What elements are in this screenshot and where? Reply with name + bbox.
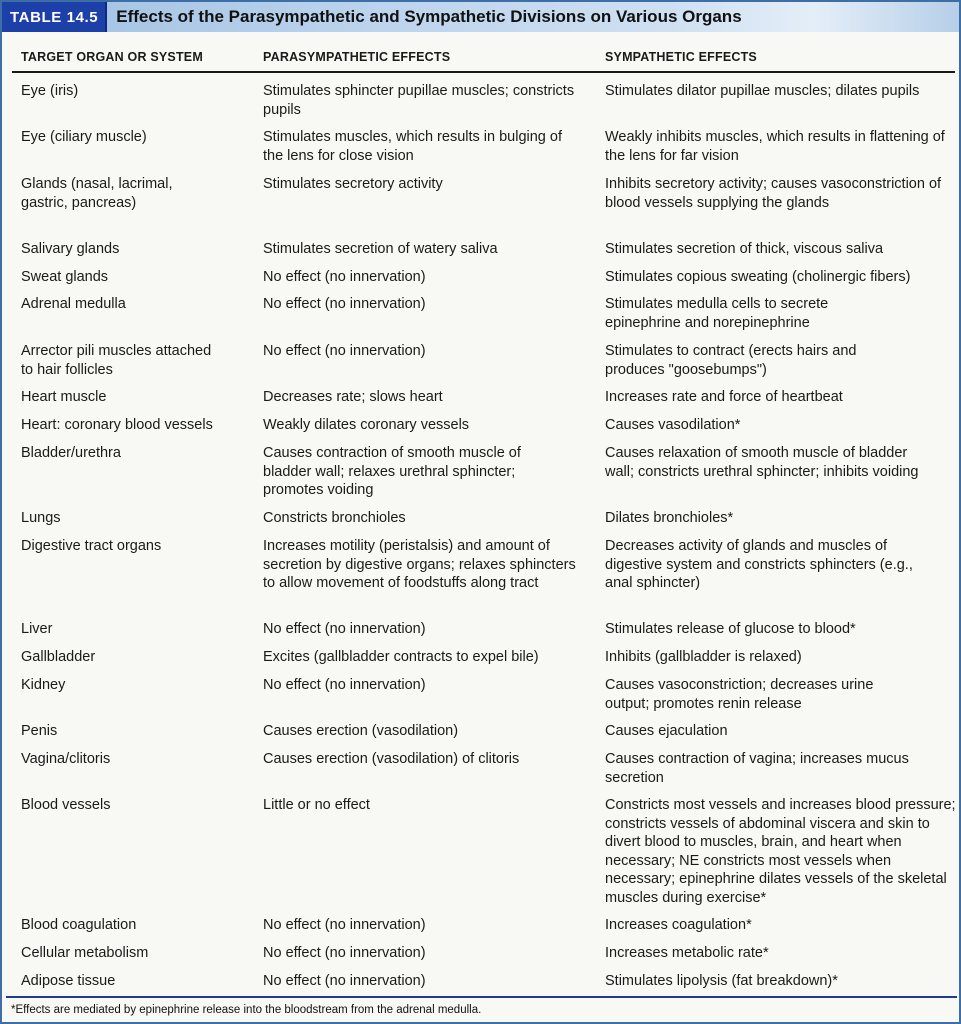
parasympathetic-cell: Decreases rate; slows heart — [263, 389, 443, 405]
sympathetic-cell: Weakly inhibits muscles, which results in flattening of the lens for far vision — [605, 129, 945, 164]
sympathetic-cell: Causes ejaculation — [605, 723, 728, 739]
column-header-parasympathetic: PARASYMPATHETIC EFFECTS — [263, 50, 451, 64]
table-title-bar — [2, 2, 959, 32]
sympathetic-cell: Constricts most vessels and increases blood pressure; constricts vessels of abdominal viscera and skin to divert blood to muscles, brain, and heart when necessary; NE constricts most vessels when necessary; epinephrine dilates vessels of the skeletal muscles during exercise* — [605, 797, 956, 906]
organ-cell: Arrector pili muscles attached to hair follicles — [21, 343, 212, 378]
organ-cell: Blood coagulation — [21, 917, 137, 933]
parasympathetic-cell: Stimulates secretory activity — [263, 176, 443, 192]
parasympathetic-cell: Constricts bronchioles — [263, 510, 406, 526]
parasympathetic-cell: Stimulates muscles, which results in bulging of the lens for close vision — [263, 129, 562, 164]
parasympathetic-cell: Causes erection (vasodilation) of clitoris — [263, 751, 520, 767]
organ-cell: Blood vessels — [21, 797, 111, 813]
parasympathetic-cell: Causes erection (vasodilation) — [263, 723, 459, 739]
sympathetic-cell: Decreases activity of glands and muscles of digestive system and constricts sphincters (e.g., anal sphincter) — [605, 538, 913, 591]
sympathetic-cell: Stimulates medulla cells to secrete epinephrine and norepinephrine — [605, 296, 829, 331]
organ-cell: Liver — [21, 621, 53, 637]
parasympathetic-cell: No effect (no innervation) — [263, 621, 426, 637]
organ-cell: Cellular metabolism — [21, 945, 149, 961]
table-title: Effects of the Parasympathetic and Sympathetic Divisions on Various Organs — [116, 7, 742, 26]
organ-cell: Sweat glands — [21, 269, 109, 285]
parasympathetic-cell: Causes contraction of smooth muscle of bladder wall; relaxes urethral sphincter; promotes voiding — [263, 445, 521, 498]
column-header-sympathetic: SYMPATHETIC EFFECTS — [605, 50, 757, 64]
parasympathetic-cell: No effect (no innervation) — [263, 917, 426, 933]
organ-cell: Salivary glands — [21, 241, 120, 257]
organ-cell: Bladder/urethra — [21, 445, 121, 461]
organ-cell: Kidney — [21, 677, 66, 693]
footer-rule — [6, 996, 957, 998]
organ-cell: Vagina/clitoris — [21, 751, 111, 767]
column-header-organ: TARGET ORGAN OR SYSTEM — [21, 50, 203, 64]
sympathetic-cell: Stimulates release of glucose to blood* — [605, 621, 856, 637]
organ-cell: Heart muscle — [21, 389, 107, 405]
parasympathetic-cell: Stimulates sphincter pupillae muscles; constricts pupils — [263, 83, 575, 118]
sympathetic-cell: Causes vasodilation* — [605, 417, 741, 433]
sympathetic-cell: Inhibits (gallbladder is relaxed) — [605, 649, 802, 665]
organ-cell: Lungs — [21, 510, 61, 526]
organ-cell: Eye (iris) — [21, 83, 79, 99]
sympathetic-cell: Stimulates copious sweating (cholinergic fibers) — [605, 269, 911, 285]
table-number-badge: TABLE 14.5 — [2, 2, 107, 32]
sympathetic-cell: Increases rate and force of heartbeat — [605, 389, 843, 405]
parasympathetic-cell: No effect (no innervation) — [263, 973, 426, 989]
sympathetic-cell: Inhibits secretory activity; causes vasoconstriction of blood vessels supplying the glands — [605, 176, 942, 211]
organ-cell: Gallbladder — [21, 649, 96, 665]
organ-cell: Digestive tract organs — [21, 538, 162, 554]
parasympathetic-cell: Weakly dilates coronary vessels — [263, 417, 470, 433]
column-headers — [2, 46, 959, 68]
table-footnote: *Effects are mediated by epinephrine release into the bloodstream from the adrenal medulla. — [11, 1004, 482, 1016]
parasympathetic-cell: No effect (no innervation) — [263, 945, 426, 961]
organ-cell: Adipose tissue — [21, 973, 116, 989]
parasympathetic-cell: Increases motility (peristalsis) and amount of secretion by digestive organs; relaxes sphincters to allow movement of foodstuffs along tract — [263, 538, 576, 591]
parasympathetic-cell: No effect (no innervation) — [263, 269, 426, 285]
parasympathetic-cell: No effect (no innervation) — [263, 343, 426, 359]
organ-cell: Penis — [21, 723, 58, 739]
sympathetic-cell: Increases metabolic rate* — [605, 945, 769, 961]
sympathetic-cell: Dilates bronchioles* — [605, 510, 734, 526]
parasympathetic-cell: No effect (no innervation) — [263, 677, 426, 693]
sympathetic-cell: Causes contraction of vagina; increases mucus secretion — [605, 751, 909, 786]
sympathetic-cell: Stimulates lipolysis (fat breakdown)* — [605, 973, 838, 989]
organ-cell: Glands (nasal, lacrimal, gastric, pancreas) — [21, 176, 173, 211]
sympathetic-cell: Causes relaxation of smooth muscle of bladder wall; constricts urethral sphincter; inhibits voiding — [605, 445, 919, 480]
parasympathetic-cell: Stimulates secretion of watery saliva — [263, 241, 498, 257]
organ-cell: Adrenal medulla — [21, 296, 126, 312]
header-rule — [12, 71, 955, 73]
sympathetic-cell: Stimulates dilator pupillae muscles; dilates pupils — [605, 83, 920, 99]
organ-cell: Heart: coronary blood vessels — [21, 417, 213, 433]
parasympathetic-cell: Excites (gallbladder contracts to expel bile) — [263, 649, 539, 665]
sympathetic-cell: Increases coagulation* — [605, 917, 752, 933]
parasympathetic-cell: No effect (no innervation) — [263, 296, 426, 312]
sympathetic-cell: Stimulates to contract (erects hairs and produces "goosebumps") — [605, 343, 857, 378]
sympathetic-cell: Stimulates secretion of thick, viscous saliva — [605, 241, 884, 257]
parasympathetic-cell: Little or no effect — [263, 797, 370, 813]
organ-cell: Eye (ciliary muscle) — [21, 129, 147, 145]
sympathetic-cell: Causes vasoconstriction; decreases urine output; promotes renin release — [605, 677, 874, 712]
